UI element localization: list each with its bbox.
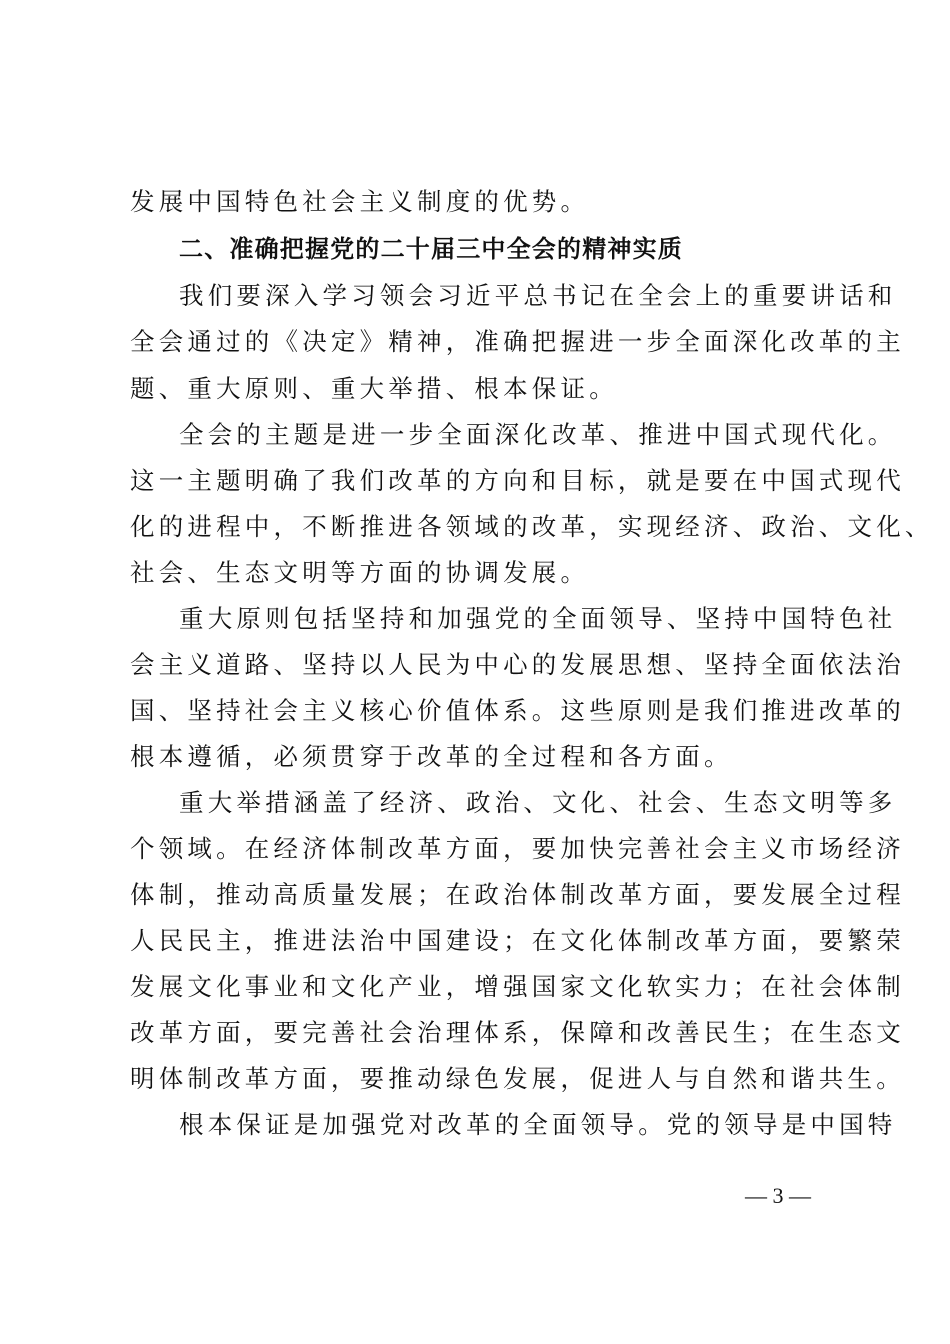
text-line: 全会通过的《决定》精神，准确把握进一步全面深化改革的主 xyxy=(130,327,905,356)
text-line: 国、坚持社会主义核心价值体系。这些原则是我们推进改革的 xyxy=(130,696,905,725)
text-line: 重大举措涵盖了经济、政治、文化、社会、生态文明等多 xyxy=(179,788,897,817)
text-line: 发展文化事业和文化产业，增强国家文化软实力；在社会体制 xyxy=(130,972,905,1001)
text-line: 人民民主，推进法治中国建设；在文化体制改革方面，要繁荣 xyxy=(130,926,905,955)
text-line: 体制，推动高质量发展；在政治体制改革方面，要发展全过程 xyxy=(130,880,905,909)
text-line: 根本保证是加强党对改革的全面领导。党的领导是中国特 xyxy=(179,1110,897,1139)
text-line: 会主义道路、坚持以人民为中心的发展思想、坚持全面依法治 xyxy=(130,650,905,679)
text-line: 根本遵循，必须贯穿于改革的全过程和各方面。 xyxy=(130,742,733,771)
text-line: 明体制改革方面，要推动绿色发展，促进人与自然和谐共生。 xyxy=(130,1064,905,1093)
section-heading: 二、准确把握党的二十届三中全会的精神实质 xyxy=(179,235,683,263)
text-line: 我们要深入学习领会习近平总书记在全会上的重要讲话和 xyxy=(179,281,897,310)
text-line: 个领域。在经济体制改革方面，要加快完善社会主义市场经济 xyxy=(130,834,905,863)
text-line: 这一主题明确了我们改革的方向和目标，就是要在中国式现代 xyxy=(130,466,905,495)
text-line: 改革方面，要完善社会治理体系，保障和改善民生；在生态文 xyxy=(130,1018,905,1047)
text-line: 全会的主题是进一步全面深化改革、推进中国式现代化。 xyxy=(179,420,897,449)
text-line: 重大原则包括坚持和加强党的全面领导、坚持中国特色社 xyxy=(179,604,897,633)
text-line: 发展中国特色社会主义制度的优势。 xyxy=(130,187,590,216)
page-number: — 3 — xyxy=(745,1183,811,1208)
text-line: 化的进程中，不断推进各领域的改革，实现经济、政治、文化、 xyxy=(130,512,934,541)
text-line: 题、重大原则、重大举措、根本保证。 xyxy=(130,374,618,403)
text-line: 社会、生态文明等方面的协调发展。 xyxy=(130,558,590,587)
